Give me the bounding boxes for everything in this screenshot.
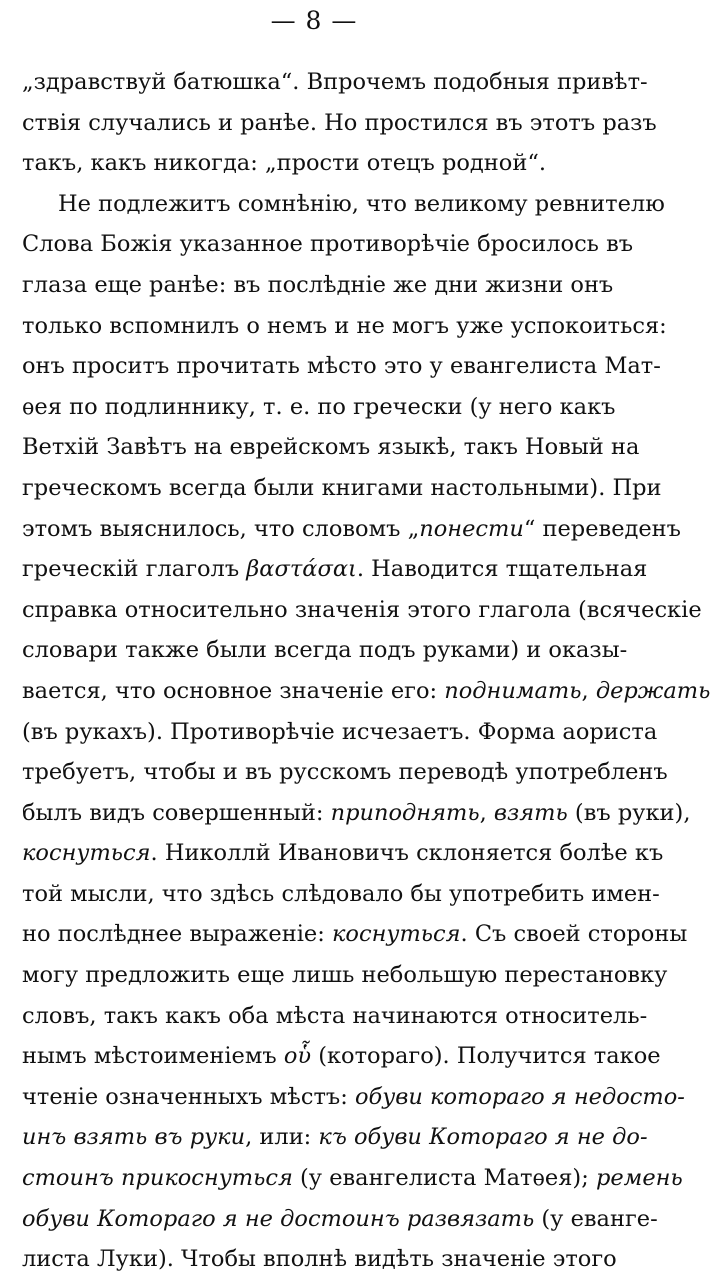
text-segment: чтеніе означенныхъ мѣстъ: (22, 1083, 355, 1110)
text-segment: (у евангелиста Матѳея); (292, 1165, 596, 1192)
text-segment: нымъ мѣстоименіемъ (22, 1043, 284, 1070)
italic-text: οὗ (283, 1043, 312, 1070)
text-line (22, 143, 612, 184)
text-segment: словъ, такъ какъ оба мѣста начинаются относитель- (22, 1002, 648, 1029)
text-segment: требуетъ, чтобы и въ русскомъ переводѣ употребленъ (22, 759, 668, 786)
text-segment: (въ руки), (567, 799, 691, 826)
italic-text: коснуться (22, 840, 151, 867)
text-line (22, 955, 668, 996)
text-segment: . Съ своей стороны (460, 921, 688, 948)
text-segment: , (479, 799, 494, 826)
text-segment: Не подлежитъ сомнѣнію, что великому ревнителю (58, 190, 665, 217)
italic-text: коснуться (331, 921, 461, 948)
text-segment: „здравствуй батюшка“. Впрочемъ подобныя привѣт- (22, 69, 648, 95)
text-segment: такъ, какъ никогда: „прости отецъ родной“. (22, 150, 546, 177)
text-line (22, 468, 662, 509)
text-line (22, 590, 702, 631)
text-segment: Ветхій Завѣтъ на еврейскомъ языкѣ, такъ Новый на (22, 434, 640, 461)
text-segment: листа Луки). Чтобы вполнѣ видѣть значеніе этого (22, 1246, 617, 1273)
text-line (22, 833, 664, 874)
text-line (22, 1117, 648, 1158)
italic-text: понести (419, 515, 524, 542)
text-segment: глаза еще ранѣе: въ послѣдніе же дни жизни онъ (22, 271, 614, 298)
text-line (22, 752, 668, 793)
text-segment: , или: (245, 1124, 319, 1151)
italic-text: ремень (595, 1165, 683, 1192)
text-segment: (у еванге- (534, 1205, 658, 1232)
text-line (22, 549, 648, 590)
text-segment: онъ проситъ прочитать мѣсто это у евангелиста Мат- (22, 353, 661, 380)
text-line (22, 62, 648, 103)
text-segment: справка относительно значенія этого глагола (всяческіе (22, 596, 702, 623)
italic-text: поднимать (444, 677, 582, 704)
text-segment: , (581, 677, 596, 704)
text-line (22, 427, 640, 468)
italic-text: приподнять (330, 799, 480, 826)
text-segment: той мысли, что здѣсь слѣдовало бы употребить имен- (22, 880, 660, 907)
text-segment: греческомъ всегда были книгами настольными). При (22, 474, 662, 501)
text-segment: ѳея по подлиннику, т. е. по гречески (у него какъ (22, 393, 616, 420)
text-segment: этомъ выяснилось, что словомъ „ (22, 515, 420, 542)
text-segment: “ переведенъ (523, 515, 681, 542)
text-line (22, 103, 657, 144)
text-segment: но послѣднее выраженіе: (22, 921, 332, 948)
italic-text: инъ взять въ руки (22, 1124, 246, 1151)
text-segment: словари также были всегда подъ руками) и оказы- (22, 637, 628, 664)
text-line (22, 224, 634, 265)
text-line (22, 630, 628, 671)
text-segment: . Наводится тщательная (356, 556, 648, 583)
text-line (22, 996, 648, 1037)
text-segment: былъ видъ совершенный: (22, 799, 331, 826)
text-segment: могу предложить еще лишь небольшую перестановку (22, 962, 668, 989)
italic-text: взять (493, 799, 568, 826)
text-line (22, 914, 688, 955)
text-segment: (въ рукахъ). Противорѣчіе исчезаетъ. Форма аориста (22, 718, 658, 745)
text-line (22, 346, 661, 387)
text-segment: Слова Божія указанное противорѣчіе бросилось въ (22, 231, 634, 258)
text-segment: вается, что основное значеніе его: (22, 677, 445, 704)
page-number: — 8 — (270, 6, 358, 35)
text-line (22, 265, 612, 306)
text-segment: (котораго). Получится такое (311, 1043, 661, 1070)
text-line (22, 1239, 617, 1280)
text-line (22, 793, 691, 834)
text-segment: . Николлй Ивановичъ склоняется болѣе къ (150, 840, 664, 867)
text-line (22, 712, 658, 753)
text-segment: только вспомнилъ о немъ и не могъ уже успокоиться: (22, 312, 667, 339)
italic-text: къ обуви Котораго я не до- (318, 1124, 648, 1151)
text-line (22, 1077, 685, 1118)
italic-text: βαστάσαι (246, 556, 357, 583)
text-segment: греческій глаголъ (22, 556, 247, 583)
italic-text: держать (595, 677, 710, 704)
text-line (22, 306, 667, 347)
italic-text: обуви Котораго я не достоинъ развязать (22, 1205, 535, 1232)
text-line (22, 874, 660, 915)
text-line (22, 1158, 683, 1199)
text-line (22, 1036, 661, 1077)
text-line (22, 1199, 658, 1240)
text-segment: ствія случались и ранѣе. Но простился въ этотъ разъ (22, 109, 657, 136)
italic-text: стоинъ прикоснуться (22, 1165, 293, 1192)
text-line (22, 184, 665, 225)
text-line (22, 387, 616, 428)
italic-text: обуви котораго я недосто- (354, 1083, 685, 1110)
text-line (22, 509, 681, 550)
text-line (22, 671, 710, 712)
body-text (22, 62, 710, 1280)
